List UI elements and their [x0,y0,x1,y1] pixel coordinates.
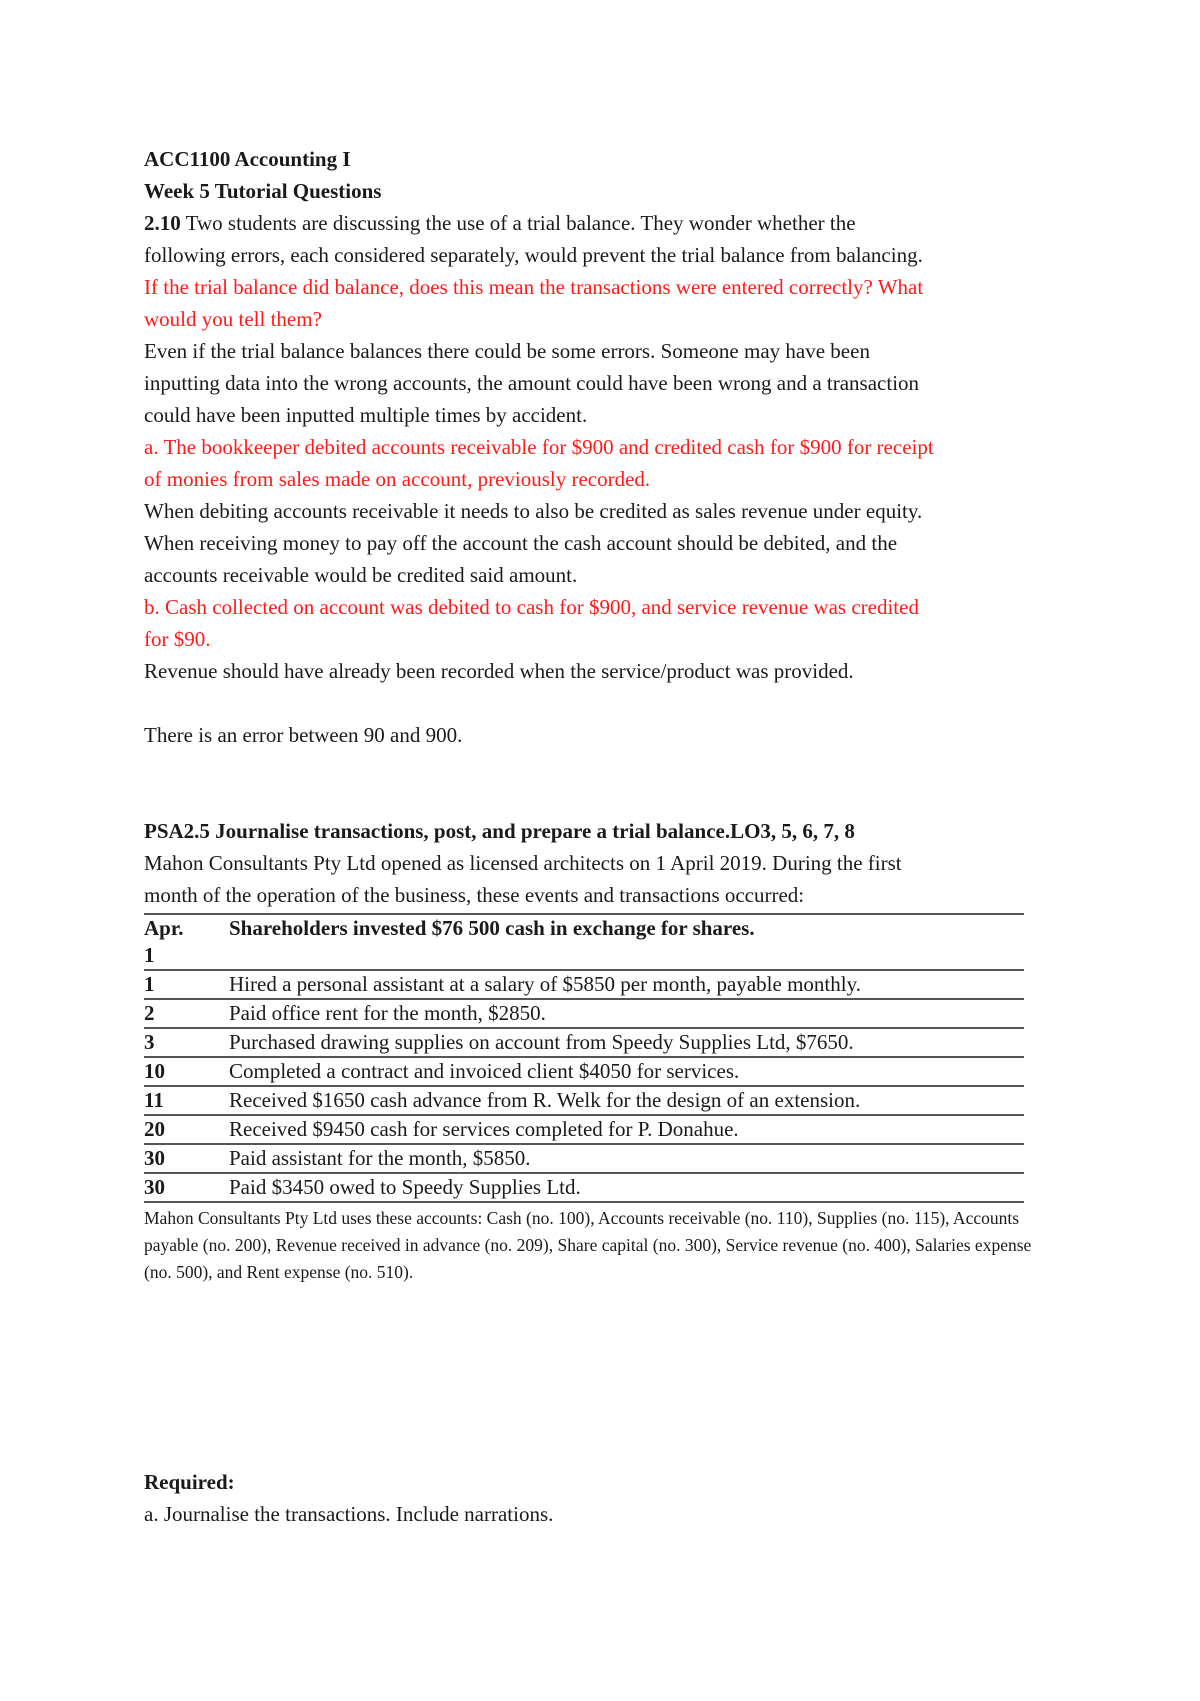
answer-text: inputting data into the wrong accounts, the amount could have been wrong and a transaction [144,371,920,395]
transaction-day: Apr. 1 [144,914,229,970]
psa-intro: month of the operation of the business, these events and transactions occurred: [144,883,805,907]
transaction-description: Shareholders invested $76 500 cash in exchange for shares. [229,914,1024,970]
answer-text: could have been inputted multiple times by accident. [144,403,588,427]
transaction-description: Hired a personal assistant at a salary of $5850 per month, payable monthly. [229,970,1024,999]
transaction-row [144,1057,1024,1086]
transaction-day: 11 [144,1086,229,1115]
transaction-day: 30 [144,1144,229,1173]
transaction-day: 3 [144,1028,229,1057]
spacer [144,783,1064,815]
transaction-description: Received $1650 cash advance from R. Welk for the design of an extension. [229,1086,1024,1115]
transaction-row [144,914,1024,970]
transaction-day: 10 [144,1057,229,1086]
psa-intro: Mahon Consultants Pty Ltd opened as licensed architects on 1 April 2019. During the first [144,851,902,875]
transaction-row [144,1144,1024,1173]
transaction-row [144,1086,1024,1115]
transaction-description: Paid assistant for the month, $5850. [229,1144,1024,1173]
transaction-day: 20 [144,1115,229,1144]
error-a-prompt: of monies from sales made on account, previously recorded. [144,467,651,491]
answer-a-text: When debiting accounts receivable it needs to also be credited as sales revenue under equity. [144,499,923,523]
transaction-row [144,1173,1024,1202]
spacer [144,687,1064,719]
transaction-day: 30 [144,1173,229,1202]
transaction-row [144,999,1024,1028]
transaction-description: Received $9450 cash for services completed for P. Donahue. [229,1115,1024,1144]
question-prompt: would you tell them? [144,307,322,331]
spacer [144,751,1064,783]
transactions-table [144,913,1024,1203]
transaction-description: Completed a contract and invoiced client $4050 for services. [229,1057,1024,1086]
required-item-a: a. Journalise the transactions. Include narrations. [144,1502,554,1526]
transaction-row [144,970,1024,999]
psa-heading: PSA2.5 Journalise transactions, post, and prepare a trial balance.LO3, 5, 6, 7, 8 [144,819,855,843]
transaction-description: Purchased drawing supplies on account from Speedy Supplies Ltd, $7650. [229,1028,1024,1057]
transaction-day: 2 [144,999,229,1028]
answer-a-text: When receiving money to pay off the account the cash account should be debited, and the [144,531,898,555]
document-body [144,143,1064,1530]
spacer [144,1286,1064,1466]
transaction-description: Paid office rent for the month, $2850. [229,999,1024,1028]
answer-b-text: Revenue should have already been recorded when the service/product was provided. [144,659,854,683]
tutorial-title: Week 5 Tutorial Questions [144,179,382,203]
required-label: Required: [144,1470,235,1494]
question-2-10-intro: 2.10 Two students are discussing the use of a trial balance. They wonder whether the [144,211,856,235]
transaction-row [144,1028,1024,1057]
transaction-description: Paid $3450 owed to Speedy Supplies Ltd. [229,1173,1024,1202]
course-title: ACC1100 Accounting I [144,147,351,171]
transaction-day: 1 [144,970,229,999]
transaction-row [144,1115,1024,1144]
question-prompt: If the trial balance did balance, does this mean the transactions were entered correctly? What [144,275,924,299]
accounts-note: Mahon Consultants Pty Ltd uses these accounts: Cash (no. 100), Accounts receivable (no. 110), Supplies (no. 115), Accounts payable (no. 200), Revenue received in advance (no. 209), Share capital (no. 300), Service revenue (no. 400), Salaries expense (no. 500), and Rent expense (no. 510). [144,1208,1032,1282]
question-intro-line: following errors, each considered separately, would prevent the trial balance from balancing. [144,243,923,267]
error-b-prompt: for $90. [144,627,211,651]
answer-b-text: There is an error between 90 and 900. [144,723,463,747]
answer-a-text: accounts receivable would be credited said amount. [144,563,578,587]
error-a-prompt: a. The bookkeeper debited accounts receivable for $900 and credited cash for $900 for receipt [144,435,934,459]
error-b-prompt: b. Cash collected on account was debited to cash for $900, and service revenue was credited [144,595,919,619]
answer-text: Even if the trial balance balances there could be some errors. Someone may have been [144,339,870,363]
question-number: 2.10 [144,211,181,235]
